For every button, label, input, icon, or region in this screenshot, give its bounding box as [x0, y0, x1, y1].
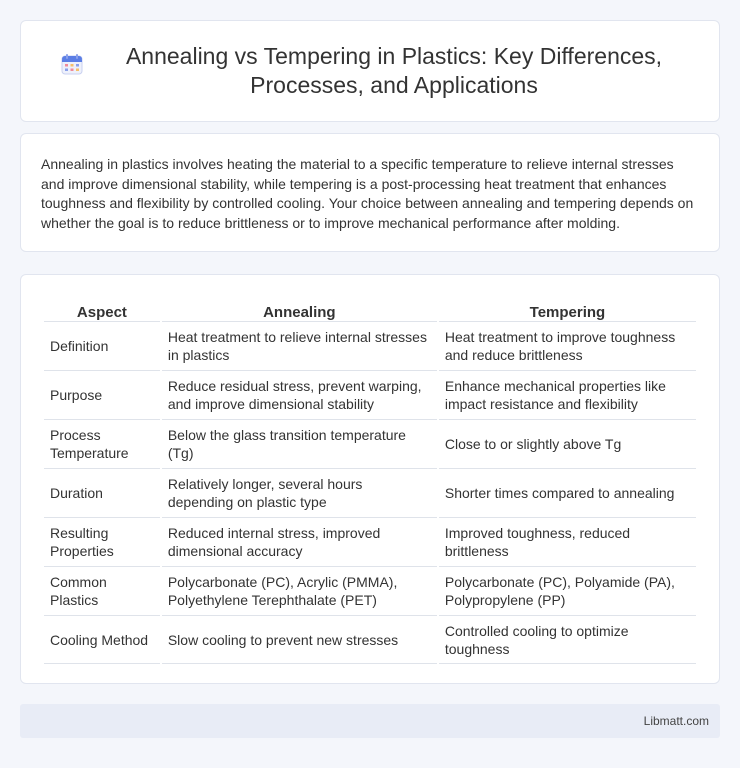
footer — [20, 704, 720, 738]
cell-annealing: Below the glass transition temperature (Tg) — [162, 419, 437, 468]
cell-aspect: Common Plastics — [44, 566, 160, 615]
cell-aspect: Duration — [44, 468, 160, 517]
cell-annealing: Polycarbonate (PC), Acrylic (PMMA), Polyethylene Terephthalate (PET) — [162, 566, 437, 615]
cell-annealing: Reduced internal stress, improved dimensional accuracy — [162, 517, 437, 566]
table-row — [44, 468, 696, 517]
comparison-card — [20, 274, 720, 684]
table-row — [44, 370, 696, 419]
cell-annealing: Heat treatment to relieve internal stresses in plastics — [162, 321, 437, 370]
cell-tempering: Polycarbonate (PC), Polyamide (PA), Polypropylene (PP) — [439, 566, 696, 615]
table-header-row — [44, 295, 696, 321]
table-row — [44, 615, 696, 664]
cell-aspect: Purpose — [44, 370, 160, 419]
cell-tempering: Enhance mechanical properties like impact resistance and flexibility — [439, 370, 696, 419]
cell-aspect: Process Temperature — [44, 419, 160, 468]
cell-annealing: Slow cooling to prevent new stresses — [162, 615, 437, 664]
cell-tempering: Close to or slightly above Tg — [439, 419, 696, 468]
table-row — [44, 517, 696, 566]
intro-paragraph: Annealing in plastics involves heating the material to a specific temperature to relieve internal stresses and improve dimensional stability, while tempering is a post-processing heat treatment that enhances toughness and flexibility by controlled cooling. Your choice between annealing and tempering depends on whether the goal is to reduce brittleness or to improve mechanical performance after molding. — [41, 156, 694, 231]
cell-tempering: Heat treatment to improve toughness and reduce brittleness — [439, 321, 696, 370]
calendar-icon — [60, 52, 84, 76]
cell-aspect: Definition — [44, 321, 160, 370]
table-row — [44, 321, 696, 370]
page-title: Annealing vs Tempering in Plastics: Key Differences, Processes, and Applications — [125, 43, 663, 98]
intro-card — [20, 133, 720, 252]
comparison-table — [42, 295, 698, 664]
cell-annealing: Relatively longer, several hours depending on plastic type — [162, 468, 437, 517]
cell-tempering: Improved toughness, reduced brittleness — [439, 517, 696, 566]
table-row — [44, 566, 696, 615]
table-row — [44, 419, 696, 468]
cell-aspect: Cooling Method — [44, 615, 160, 664]
cell-annealing: Reduce residual stress, prevent warping, and improve dimensional stability — [162, 370, 437, 419]
header-tempering: Tempering — [529, 304, 606, 321]
title-card — [20, 20, 720, 122]
cell-tempering: Shorter times compared to annealing — [439, 468, 696, 517]
cell-aspect: Resulting Properties — [44, 517, 160, 566]
cell-tempering: Controlled cooling to optimize toughness — [439, 615, 696, 664]
header-aspect: Aspect — [76, 304, 127, 321]
footer-brand-link[interactable]: Libmatt.com — [643, 714, 709, 728]
header-annealing: Annealing — [263, 304, 336, 321]
title-wrap — [60, 42, 680, 100]
